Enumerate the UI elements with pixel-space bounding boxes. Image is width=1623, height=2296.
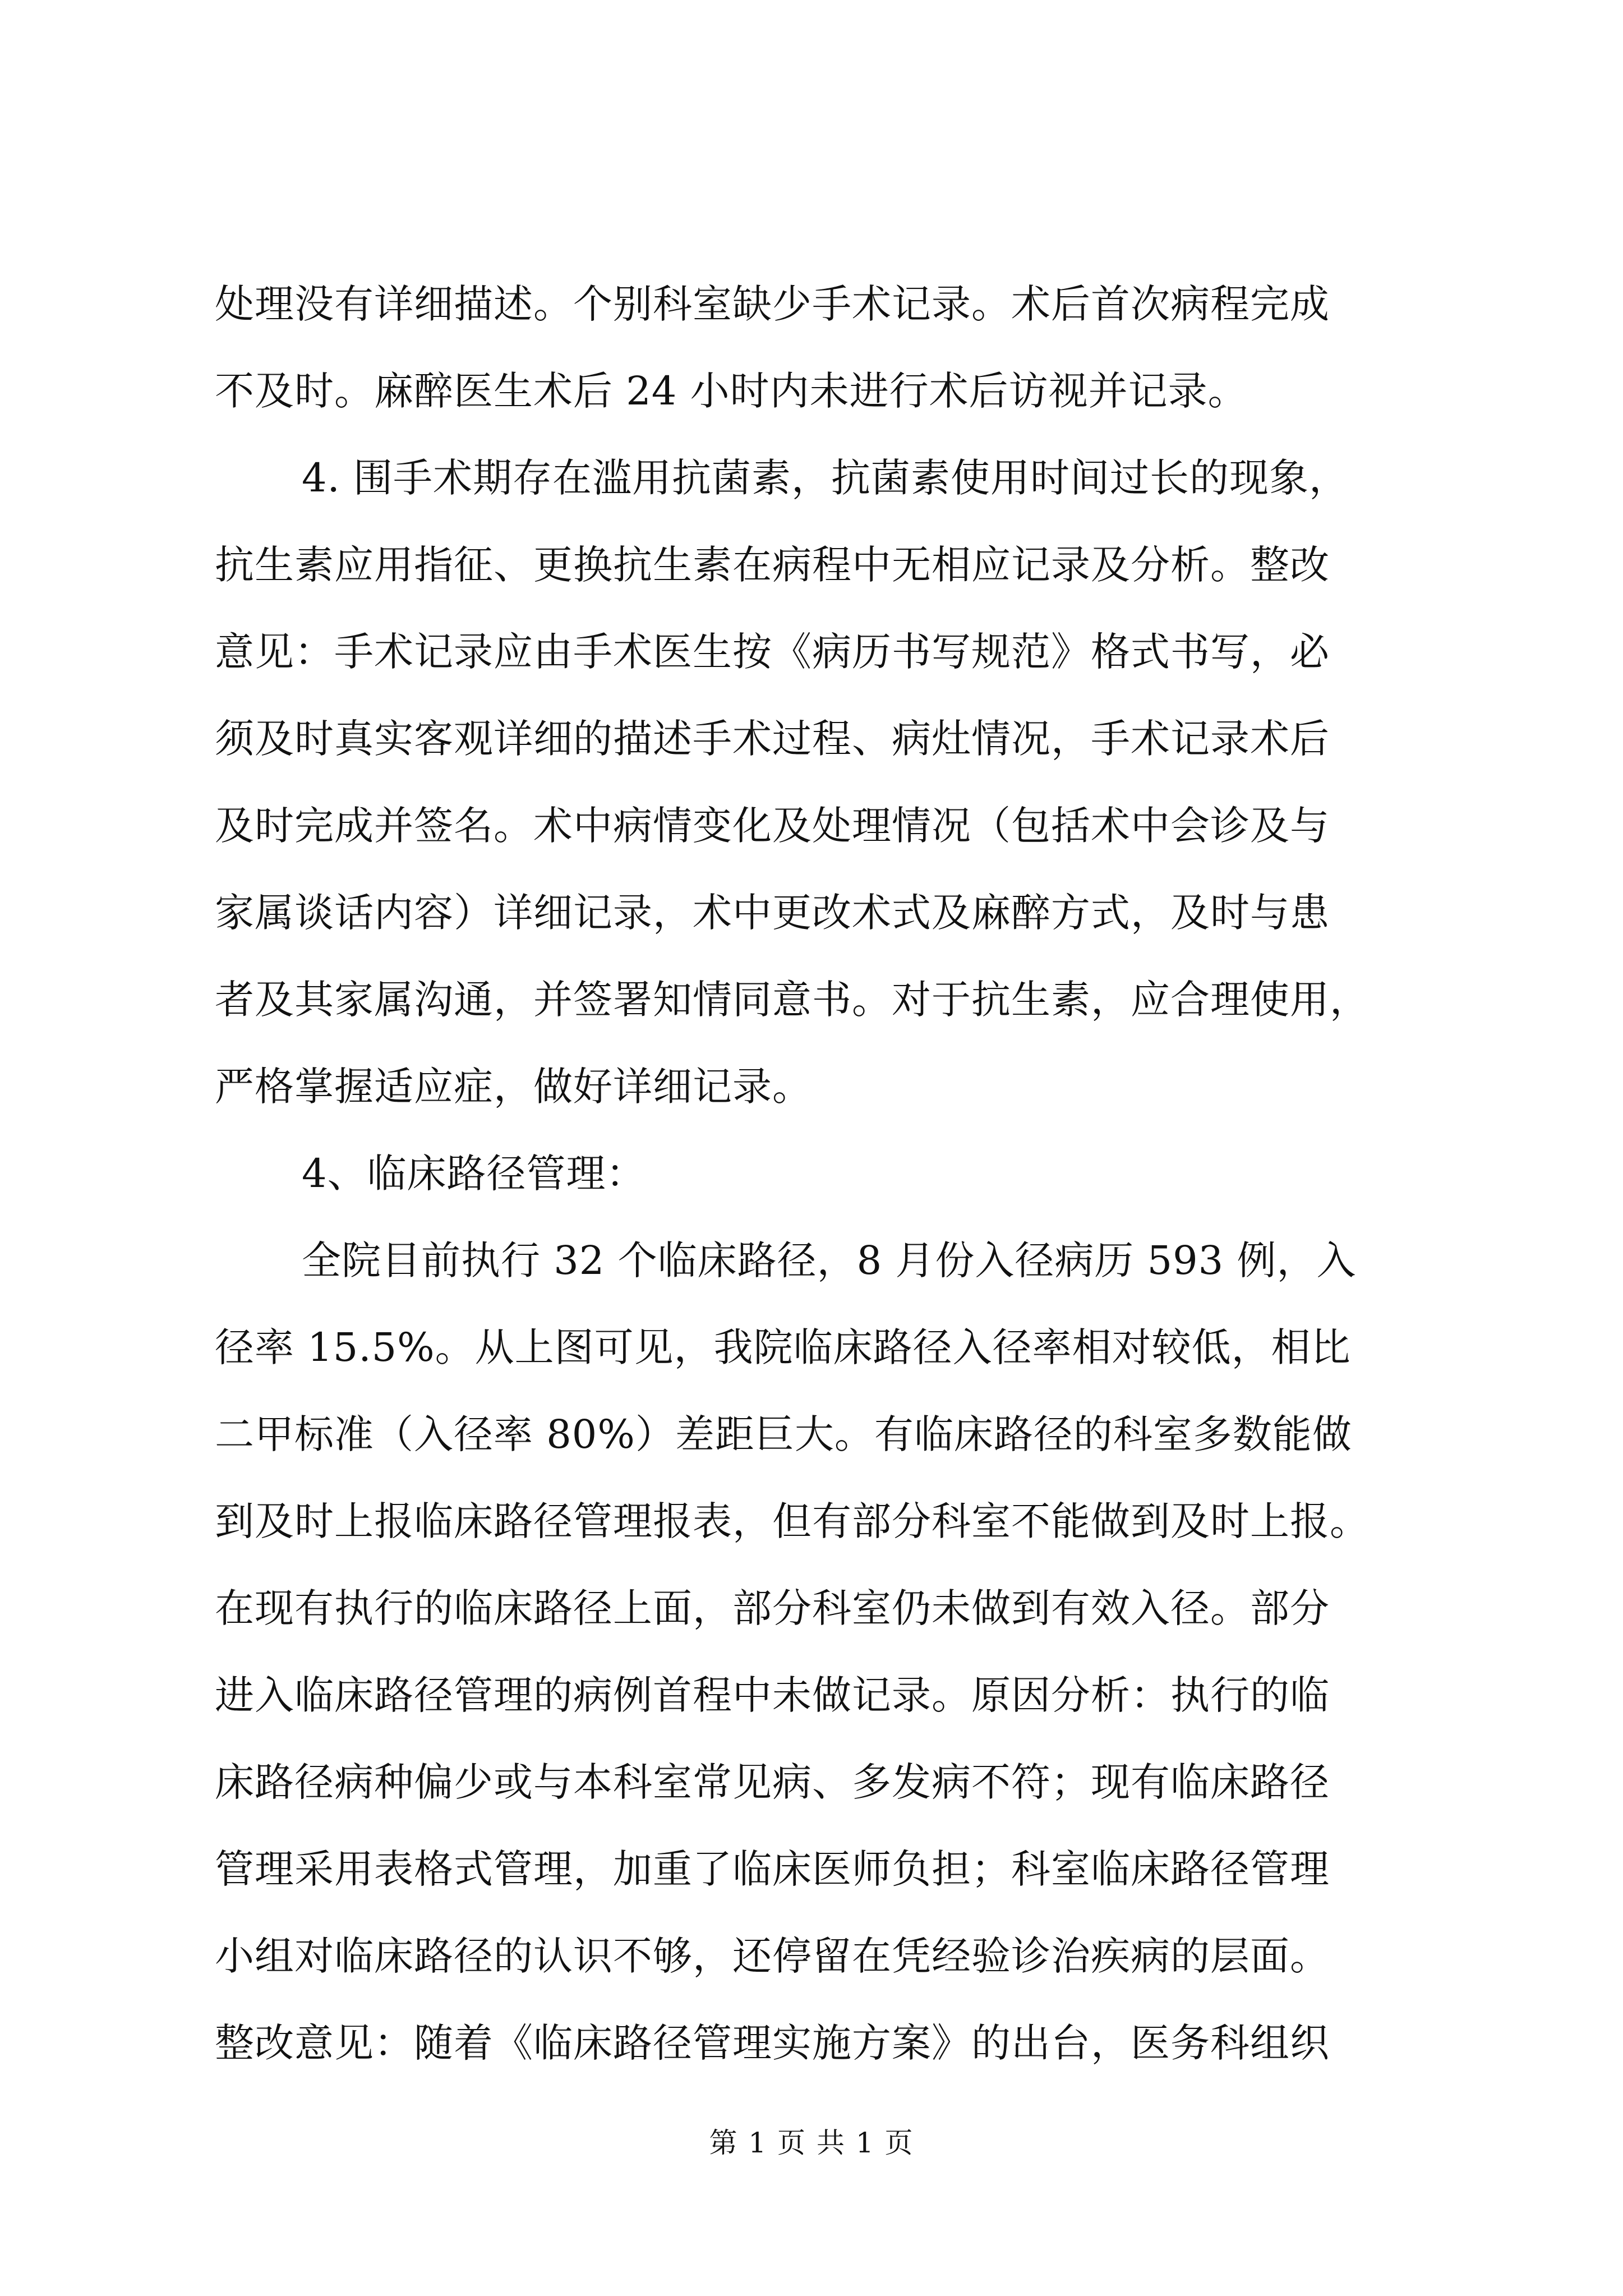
- text-line: 及时完成并签名。术中病情变化及处理情况（包括术中会诊及与: [215, 803, 1330, 849]
- text-line: 整改意见：随着《临床路径管理实施方案》的出台，医务科组织: [215, 2020, 1330, 2066]
- paragraph-start-line: 4. 围手术期存在滥用抗菌素，抗菌素使用时间过长的现象，: [302, 455, 1349, 501]
- text-line: 二甲标准（入径率 80%）差距巨大。有临床路径的科室多数能做: [215, 1411, 1352, 1457]
- text-line: 抗生素应用指征、更换抗生素在病程中无相应记录及分析。整改: [215, 542, 1330, 588]
- text-line: 床路径病种偏少或与本科室常见病、多发病不符；现有临床路径: [215, 1759, 1330, 1805]
- text-line: 径率 15.5%。从上图可见，我院临床路径入径率相对较低，相比: [215, 1324, 1351, 1370]
- text-line: 家属谈话内容）详细记录，术中更改术式及麻醉方式，及时与患: [215, 890, 1330, 936]
- text-line: 不及时。麻醉医生术后 24 小时内未进行术后访视并记录。: [215, 368, 1248, 414]
- text-line: 处理没有详细描述。个别科室缺少手术记录。术后首次病程完成: [215, 281, 1330, 327]
- text-line: 严格掌握适应症，做好详细记录。: [215, 1064, 812, 1110]
- document-body: [215, 261, 1432, 2087]
- text-line: 在现有执行的临床路径上面，部分科室仍未做到有效入径。部分: [215, 1585, 1330, 1631]
- page-number-footer: 第 1 页 共 1 页: [709, 2127, 914, 2159]
- text-line: 须及时真实客观详细的描述手术过程、病灶情况，手术记录术后: [215, 716, 1330, 762]
- text-line: 管理采用表格式管理，加重了临床医师负担；科室临床路径管理: [215, 1846, 1330, 1892]
- text-line: 小组对临床路径的认识不够，还停留在凭经验诊治疾病的层面。: [215, 1933, 1330, 1979]
- text-line: 意见：手术记录应由手术医生按《病历书写规范》格式书写，必: [215, 629, 1330, 675]
- text-line: 者及其家属沟通，并签署知情同意书。对于抗生素，应合理使用，: [215, 977, 1370, 1023]
- text-line: 进入临床路径管理的病例首程中未做记录。原因分析：执行的临: [215, 1672, 1330, 1718]
- paragraph-start-line: 全院目前执行 32 个临床路径，8 月份入径病历 593 例，入: [302, 1237, 1357, 1283]
- text-line: 到及时上报临床路径管理报表，但有部分科室不能做到及时上报。: [215, 1498, 1370, 1544]
- section-heading: 4、临床路径管理：: [302, 1151, 646, 1197]
